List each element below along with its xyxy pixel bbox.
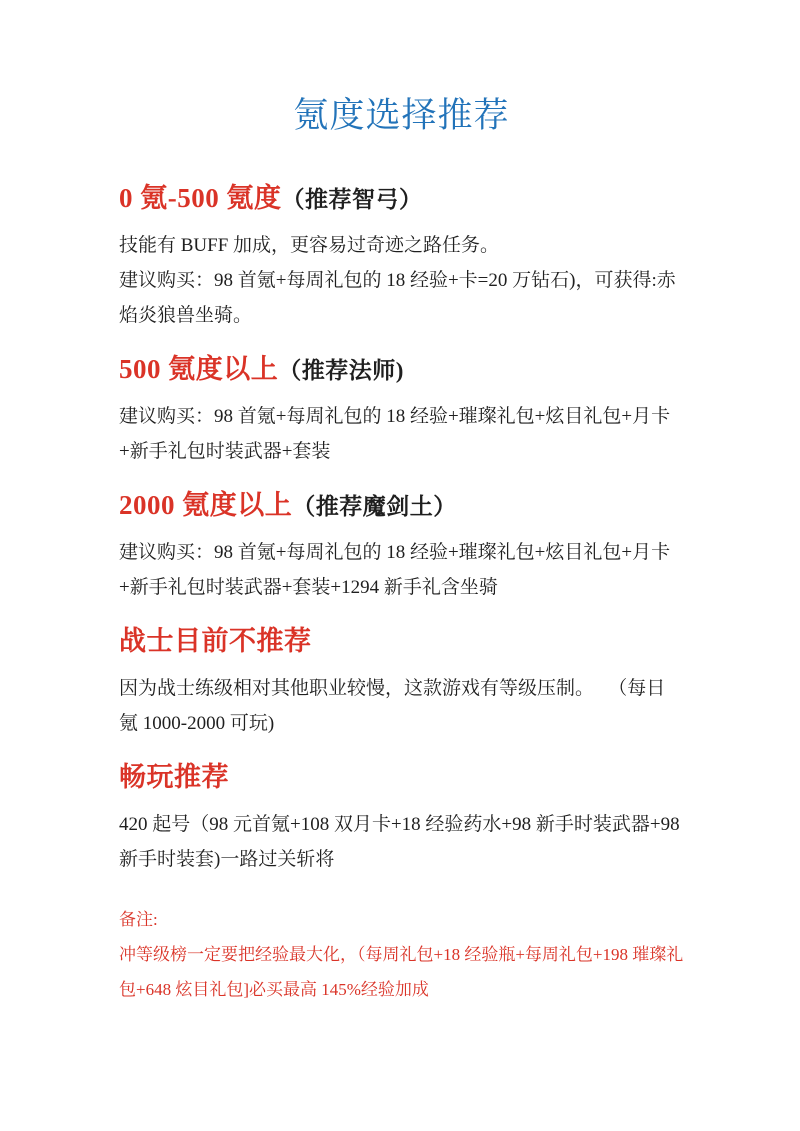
section-paragraph: 建议购买：98 首氪+每周礼包的 18 经验+卡=20 万钻石)，可获得:赤焰炎狼兽坐骑。 [119,270,676,326]
section-paragraph: 技能有 BUFF 加成，更容易过奇迹之路任务。 [119,235,500,256]
section-heading [119,182,684,216]
section-paragraph: 建议购买：98 首氪+每周礼包的 18 经验+璀璨礼包+炫目礼包+月卡+新手礼包时装武器+套装+1294 新手礼含坐骑 [119,542,671,598]
section-heading-range: 500 氪度以上 [119,354,279,384]
section-0-500 [119,182,684,333]
section-heading-range: 战士目前不推荐 [119,626,312,656]
section-heading-recommendation: （推荐魔剑土） [292,494,457,519]
section-heading [119,625,684,659]
section-heading [119,761,684,795]
note-label: 备注: [119,910,158,929]
section-heading [119,353,684,387]
section-warrior-not-recommended [119,625,684,741]
section-heading-recommendation: （推荐法师) [278,358,404,383]
section-casual-play [119,761,684,877]
section-paragraph: 因为战士练级相对其他职业较慢，这款游戏有等级压制。 （每日氪 1000-2000 可玩) [119,678,666,734]
section-heading-range: 畅玩推荐 [119,762,229,792]
note-text: 冲等级榜一定要把经验最大化，（每周礼包+18 经验瓶+每周礼包+198 璀璨礼包+648 炫目礼包]必买最高 145%经验加成 [119,945,684,999]
section-paragraph: 建议购买：98 首氪+每周礼包的 18 经验+璀璨礼包+炫目礼包+月卡+新手礼包时装武器+套装 [119,406,671,462]
section-heading-range: 0 氪-500 氪度 [119,183,282,213]
note-block [119,902,684,1007]
section-heading-recommendation: （推荐智弓） [281,187,423,212]
section-paragraph: 420 起号（98 元首氪+108 双月卡+18 经验药水+98 新手时装武器+98 新手时装套)一路过关斩将 [119,814,680,870]
section-2000-plus [119,489,684,605]
section-heading [119,489,684,523]
document-title: 氪度选择推荐 [293,96,510,135]
section-500-plus [119,353,684,469]
section-heading-range: 2000 氪度以上 [119,490,293,520]
